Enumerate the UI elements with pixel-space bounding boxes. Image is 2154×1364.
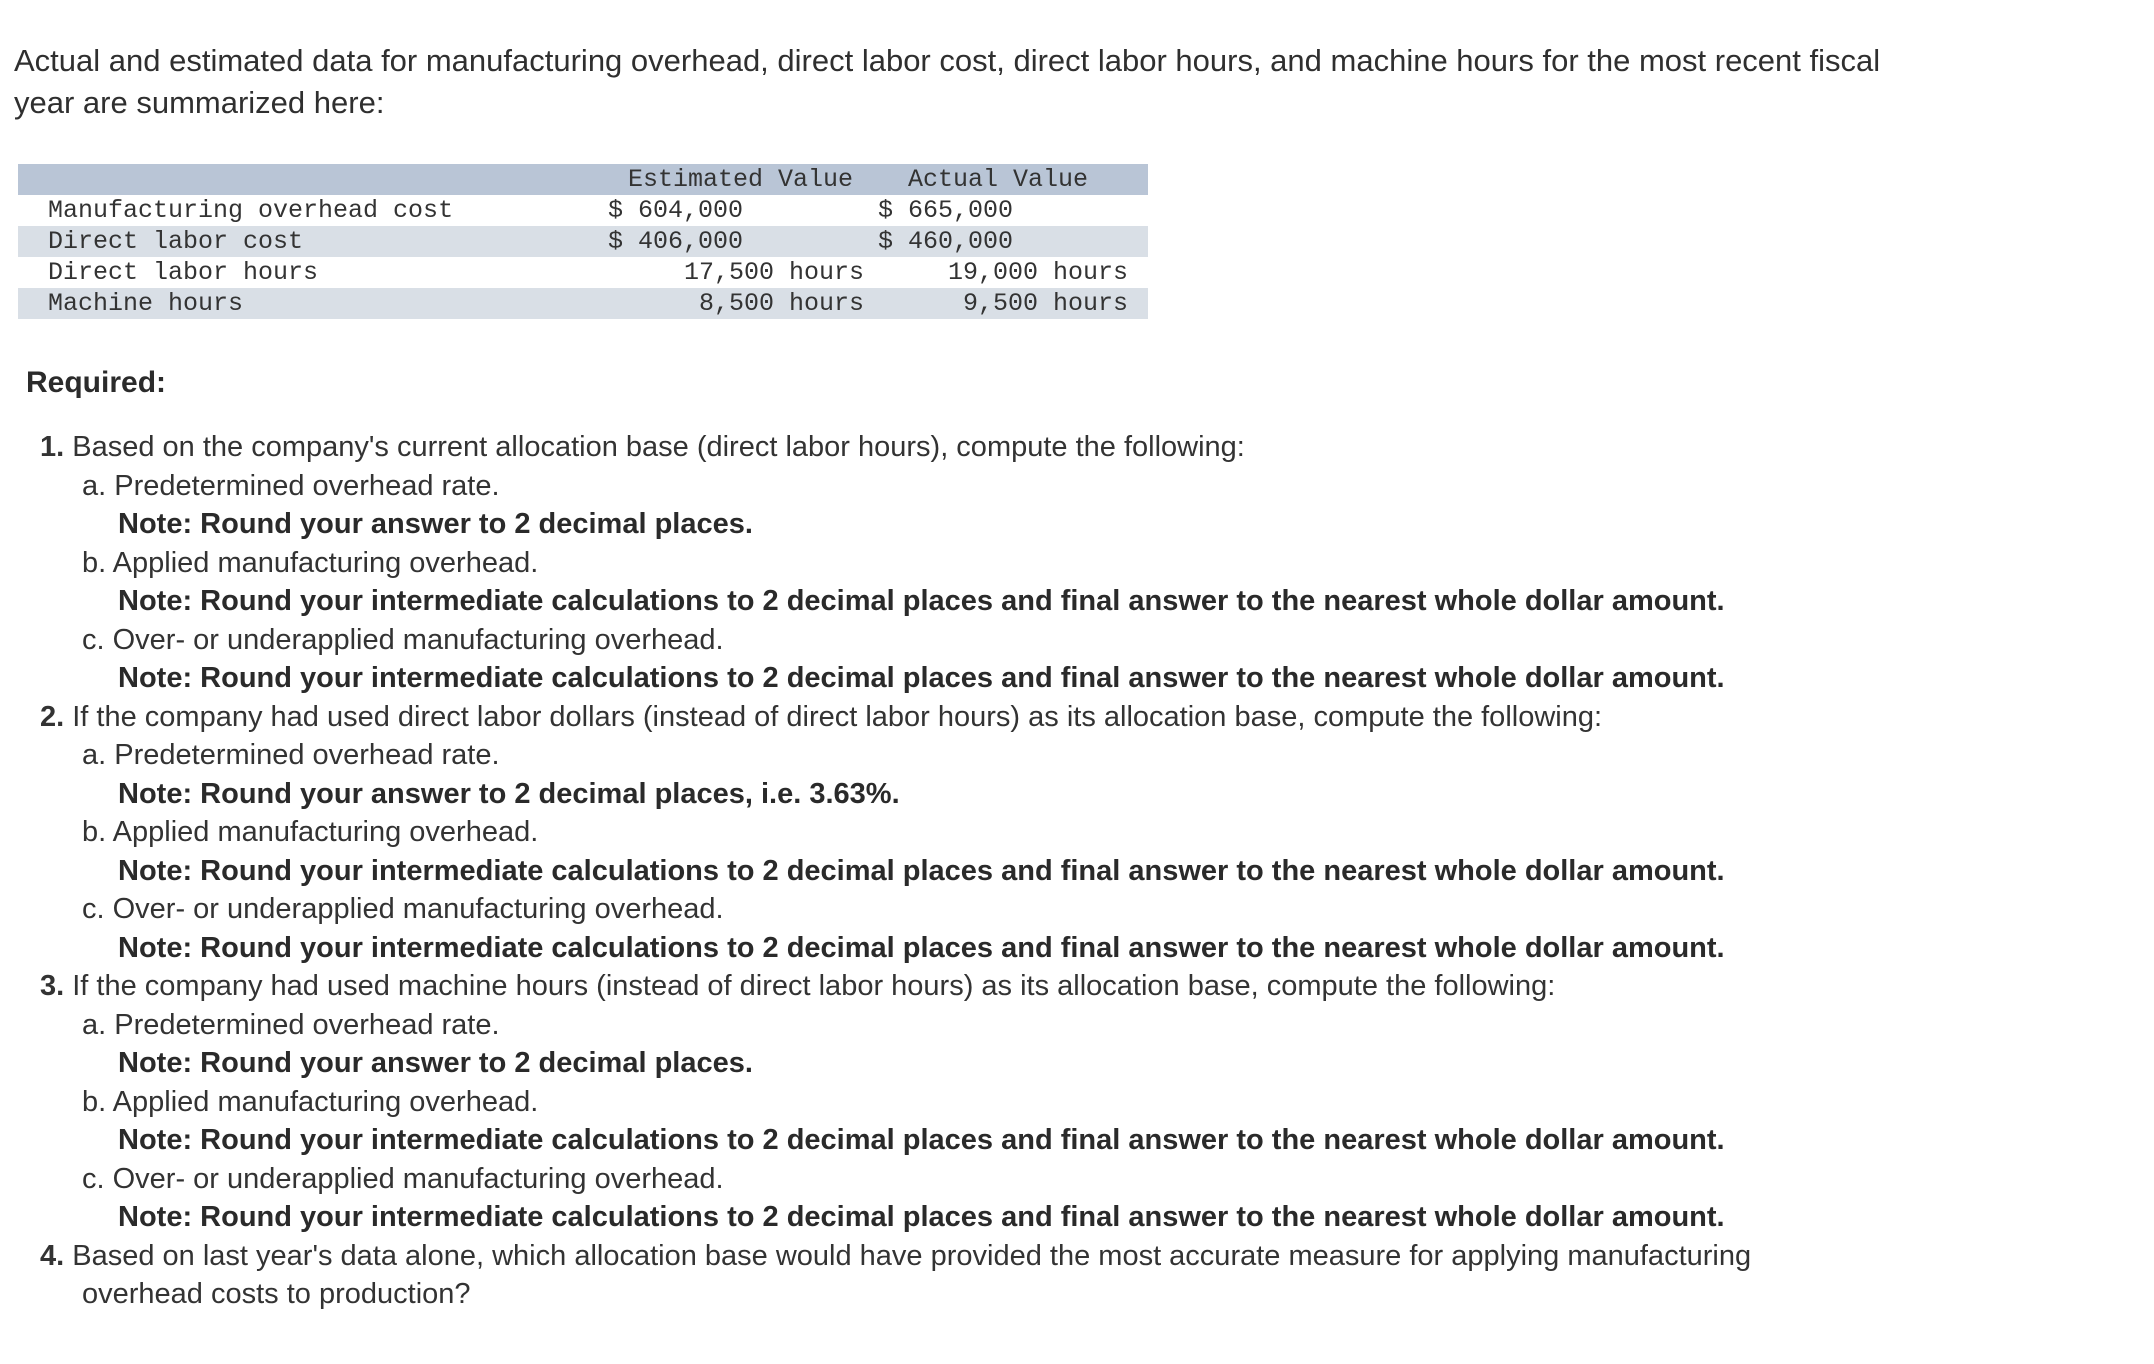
table-row	[18, 226, 1148, 257]
note: Note: Round your answer to 2 decimal places, i.e. 3.63%.	[118, 777, 900, 810]
question-1: 1. Based on the company's current allocation base (direct labor hours), compute the following:	[40, 431, 1245, 463]
question-list	[40, 428, 1960, 1314]
question-2b: b. Applied manufacturing overhead.	[82, 816, 539, 848]
question-4: 4. Based on last year's data alone, which allocation base would have provided the most accurate measure for applying manufacturing	[40, 1239, 1752, 1272]
question-2: 2. If the company had used direct labor dollars (instead of direct labor hours) as its allocation base, compute the following:	[40, 700, 1603, 733]
data-table	[18, 164, 1148, 319]
note: Note: Round your intermediate calculations to 2 decimal places and final answer to the nearest whole dollar amount.	[118, 1124, 1725, 1156]
row-label: Direct labor cost	[48, 227, 304, 256]
estimated-value: 8,500 hours	[698, 289, 864, 318]
row-label: Direct labor hours	[48, 258, 319, 287]
question-1b: b. Applied manufacturing overhead.	[82, 546, 539, 579]
header-actual: Actual Value	[908, 165, 1089, 194]
note: Note: Round your intermediate calculations to 2 decimal places and final answer to the nearest whole dollar amount.	[118, 662, 1725, 694]
table-row	[18, 195, 1148, 226]
intro-text: Actual and estimated data for manufacturing overhead, direct labor cost, direct labor hours, and machine hours for the most recent fiscal year are summarized here:	[14, 43, 1881, 120]
estimated-value: $ 406,000	[608, 227, 744, 256]
question-4-continued: overhead costs to production?	[82, 1278, 471, 1310]
required-heading: Required:	[26, 366, 167, 399]
table-row	[18, 288, 1148, 319]
note: Note: Round your answer to 2 decimal places.	[118, 508, 753, 540]
note: Note: Round your intermediate calculations to 2 decimal places and final answer to the nearest whole dollar amount.	[118, 931, 1725, 964]
question-2c: c. Over- or underapplied manufacturing overhead.	[82, 893, 724, 925]
actual-value: $ 665,000	[878, 196, 1014, 225]
question-1a: a. Predetermined overhead rate.	[82, 469, 500, 502]
note: Note: Round your intermediate calculations to 2 decimal places and final answer to the nearest whole dollar amount.	[118, 854, 1725, 887]
estimated-value: $ 604,000	[608, 196, 744, 225]
actual-value: $ 460,000	[878, 227, 1014, 256]
question-3a: a. Predetermined overhead rate.	[82, 1008, 500, 1041]
estimated-value: 17,500 hours	[683, 258, 864, 287]
question-3c: c. Over- or underapplied manufacturing overhead.	[82, 1162, 724, 1195]
question-3b: b. Applied manufacturing overhead.	[82, 1085, 539, 1118]
actual-value: 19,000 hours	[947, 258, 1128, 287]
table-header-row	[18, 164, 1148, 195]
note: Note: Round your intermediate calculations to 2 decimal places and final answer to the nearest whole dollar amount.	[118, 1201, 1725, 1233]
header-blank	[18, 164, 598, 195]
note: Note: Round your intermediate calculations to 2 decimal places and final answer to the nearest whole dollar amount.	[118, 585, 1725, 617]
question-3: 3. If the company had used machine hours (instead of direct labor hours) as its allocation base, compute the following:	[40, 970, 1556, 1002]
row-label: Manufacturing overhead cost	[48, 196, 454, 225]
header-estimated: Estimated Value	[628, 165, 854, 194]
question-2a: a. Predetermined overhead rate.	[82, 739, 500, 771]
actual-value: 9,500 hours	[962, 289, 1128, 318]
table-row	[18, 257, 1148, 288]
note: Note: Round your answer to 2 decimal places.	[118, 1047, 753, 1079]
row-label: Machine hours	[48, 289, 244, 318]
question-1c: c. Over- or underapplied manufacturing overhead.	[82, 623, 724, 656]
